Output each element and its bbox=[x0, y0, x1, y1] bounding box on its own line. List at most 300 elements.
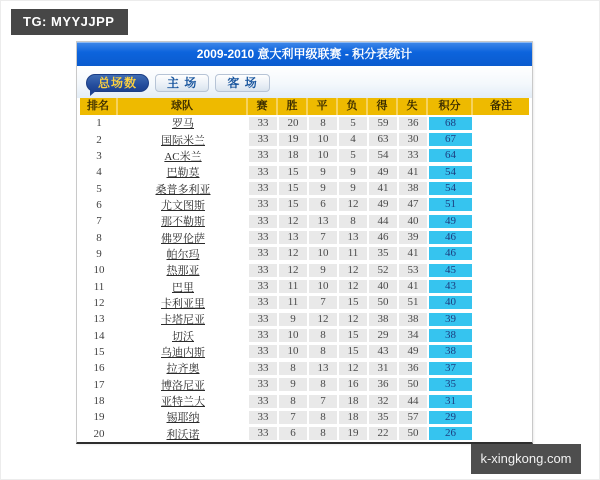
points-cell bbox=[428, 362, 473, 375]
played-cell bbox=[248, 313, 278, 326]
played-value: 33 bbox=[249, 133, 277, 146]
table-row bbox=[80, 180, 529, 196]
lost-cell bbox=[338, 166, 368, 179]
table-row bbox=[80, 344, 529, 360]
won-cell bbox=[278, 280, 308, 293]
goals-against-cell bbox=[398, 149, 428, 162]
goals-for-value: 40 bbox=[369, 280, 397, 293]
drawn-cell bbox=[308, 149, 338, 162]
drawn-value: 12 bbox=[309, 313, 337, 326]
drawn-value: 10 bbox=[309, 133, 337, 146]
points-value: 54 bbox=[429, 166, 472, 179]
lost-cell bbox=[338, 280, 368, 293]
played-cell bbox=[248, 411, 278, 424]
won-value: 20 bbox=[279, 117, 307, 130]
lost-value: 15 bbox=[339, 296, 367, 309]
lost-value: 13 bbox=[339, 231, 367, 244]
rank-cell: 5 bbox=[96, 182, 102, 195]
played-cell bbox=[248, 247, 278, 260]
drawn-cell bbox=[308, 395, 338, 408]
played-cell bbox=[248, 362, 278, 375]
lost-cell bbox=[338, 117, 368, 130]
goals-against-value: 41 bbox=[399, 247, 427, 260]
played-value: 33 bbox=[249, 411, 277, 424]
won-value: 8 bbox=[279, 362, 307, 375]
table-row bbox=[80, 197, 529, 213]
rank-cell: 15 bbox=[93, 345, 105, 358]
goals-for-cell bbox=[368, 345, 398, 358]
drawn-value: 7 bbox=[309, 296, 337, 309]
points-cell bbox=[428, 329, 473, 342]
lost-value: 8 bbox=[339, 215, 367, 228]
goals-against-value: 38 bbox=[399, 182, 427, 195]
drawn-cell bbox=[308, 411, 338, 424]
won-value: 9 bbox=[279, 313, 307, 326]
goals-against-value: 47 bbox=[399, 198, 427, 211]
drawn-value: 9 bbox=[309, 182, 337, 195]
lost-cell bbox=[338, 149, 368, 162]
won-value: 12 bbox=[279, 215, 307, 228]
goals-for-value: 44 bbox=[369, 215, 397, 228]
played-cell bbox=[248, 117, 278, 130]
points-value: 31 bbox=[429, 395, 472, 408]
points-value: 35 bbox=[429, 378, 472, 391]
goals-for-cell bbox=[368, 395, 398, 408]
drawn-cell bbox=[308, 166, 338, 179]
team-cell bbox=[118, 279, 248, 295]
lost-value: 5 bbox=[339, 117, 367, 130]
played-value: 33 bbox=[249, 378, 277, 391]
points-cell bbox=[428, 149, 473, 162]
team-link[interactable]: 锡耶纳 bbox=[166, 412, 200, 425]
drawn-value: 9 bbox=[309, 166, 337, 179]
points-value: 43 bbox=[429, 280, 472, 293]
column-header-points: 积分 bbox=[428, 98, 473, 115]
goals-against-cell bbox=[398, 280, 428, 293]
drawn-cell bbox=[308, 198, 338, 211]
won-cell bbox=[278, 215, 308, 228]
points-cell bbox=[428, 395, 473, 408]
drawn-cell bbox=[308, 296, 338, 309]
played-cell bbox=[248, 215, 278, 228]
goals-for-value: 49 bbox=[369, 166, 397, 179]
rank-cell: 19 bbox=[93, 411, 105, 424]
lost-value: 12 bbox=[339, 280, 367, 293]
played-value: 33 bbox=[249, 427, 277, 440]
team-cell bbox=[118, 295, 248, 311]
played-value: 33 bbox=[249, 198, 277, 211]
table-row bbox=[80, 229, 529, 245]
played-cell bbox=[248, 395, 278, 408]
goals-against-cell bbox=[398, 264, 428, 277]
lost-cell bbox=[338, 395, 368, 408]
points-cell bbox=[428, 215, 473, 228]
team-link[interactable]: 博洛尼亚 bbox=[161, 379, 205, 392]
goals-for-value: 38 bbox=[369, 313, 397, 326]
drawn-cell bbox=[308, 117, 338, 130]
goals-against-value: 39 bbox=[399, 231, 427, 244]
goals-for-value: 35 bbox=[369, 411, 397, 424]
rank-cell: 4 bbox=[96, 166, 102, 179]
played-cell bbox=[248, 198, 278, 211]
team-link[interactable]: 拉齐奥 bbox=[166, 363, 200, 376]
points-cell bbox=[428, 182, 473, 195]
goals-against-value: 50 bbox=[399, 378, 427, 391]
goals-for-cell bbox=[368, 231, 398, 244]
rank-cell: 1 bbox=[96, 117, 102, 130]
played-cell bbox=[248, 427, 278, 440]
team-link[interactable]: 尤文图斯 bbox=[161, 199, 205, 212]
points-value: 38 bbox=[429, 345, 472, 358]
played-value: 33 bbox=[249, 247, 277, 260]
tab-total[interactable]: 总场数 bbox=[86, 74, 149, 92]
lost-cell bbox=[338, 133, 368, 146]
goals-against-value: 50 bbox=[399, 427, 427, 440]
played-cell bbox=[248, 264, 278, 277]
team-link[interactable]: 巴里 bbox=[172, 281, 194, 294]
lost-value: 15 bbox=[339, 345, 367, 358]
drawn-value: 10 bbox=[309, 247, 337, 260]
table-row bbox=[80, 246, 529, 262]
won-value: 10 bbox=[279, 345, 307, 358]
goals-against-value: 53 bbox=[399, 264, 427, 277]
points-value: 38 bbox=[429, 329, 472, 342]
tab-strip bbox=[77, 66, 532, 98]
goals-against-value: 57 bbox=[399, 411, 427, 424]
team-link[interactable]: 罗马 bbox=[172, 118, 194, 131]
goals-against-value: 36 bbox=[399, 117, 427, 130]
goals-for-cell bbox=[368, 296, 398, 309]
played-value: 33 bbox=[249, 313, 277, 326]
won-cell bbox=[278, 395, 308, 408]
points-cell bbox=[428, 247, 473, 260]
table-row bbox=[80, 148, 529, 164]
team-cell bbox=[118, 393, 248, 409]
lost-cell bbox=[338, 264, 368, 277]
points-cell bbox=[428, 427, 473, 440]
goals-for-cell bbox=[368, 117, 398, 130]
goals-against-value: 51 bbox=[399, 296, 427, 309]
played-value: 33 bbox=[249, 117, 277, 130]
drawn-value: 10 bbox=[309, 280, 337, 293]
rank-cell: 6 bbox=[96, 198, 102, 211]
played-value: 33 bbox=[249, 280, 277, 293]
goals-for-cell bbox=[368, 427, 398, 440]
played-value: 33 bbox=[249, 215, 277, 228]
drawn-value: 9 bbox=[309, 264, 337, 277]
drawn-value: 13 bbox=[309, 362, 337, 375]
points-value: 49 bbox=[429, 215, 472, 228]
column-header-lost: 负 bbox=[338, 98, 368, 115]
lost-cell bbox=[338, 378, 368, 391]
lost-cell bbox=[338, 231, 368, 244]
team-link[interactable]: 卡塔尼亚 bbox=[161, 314, 205, 327]
team-cell bbox=[118, 311, 248, 327]
goals-for-cell bbox=[368, 264, 398, 277]
goals-against-cell bbox=[398, 247, 428, 260]
team-link[interactable]: 帕尔玛 bbox=[166, 248, 200, 261]
goals-against-cell bbox=[398, 231, 428, 244]
goals-against-cell bbox=[398, 345, 428, 358]
column-header-drawn: 平 bbox=[308, 98, 338, 115]
table-row bbox=[80, 377, 529, 393]
goals-for-cell bbox=[368, 313, 398, 326]
tab-away[interactable]: 客 场 bbox=[215, 74, 269, 92]
goals-for-value: 32 bbox=[369, 395, 397, 408]
goals-for-cell bbox=[368, 133, 398, 146]
goals-against-value: 30 bbox=[399, 133, 427, 146]
goals-against-cell bbox=[398, 411, 428, 424]
team-link[interactable]: 切沃 bbox=[172, 330, 194, 343]
lost-cell bbox=[338, 296, 368, 309]
won-value: 13 bbox=[279, 231, 307, 244]
team-link[interactable]: 亚特兰大 bbox=[161, 396, 205, 409]
team-link[interactable]: 利沃诺 bbox=[166, 428, 200, 441]
points-value: 46 bbox=[429, 231, 472, 244]
drawn-cell bbox=[308, 329, 338, 342]
won-cell bbox=[278, 166, 308, 179]
team-link[interactable]: 热那亚 bbox=[166, 265, 200, 278]
points-value: 26 bbox=[429, 427, 472, 440]
played-value: 33 bbox=[249, 296, 277, 309]
goals-for-cell bbox=[368, 247, 398, 260]
rank-cell: 17 bbox=[93, 378, 105, 391]
points-cell bbox=[428, 345, 473, 358]
drawn-value: 8 bbox=[309, 411, 337, 424]
lost-value: 16 bbox=[339, 378, 367, 391]
team-cell bbox=[118, 328, 248, 344]
table-row bbox=[80, 213, 529, 229]
lost-value: 5 bbox=[339, 149, 367, 162]
team-link[interactable]: 国际米兰 bbox=[161, 134, 205, 147]
team-link[interactable]: 卡利亚里 bbox=[161, 297, 205, 310]
goals-against-cell bbox=[398, 198, 428, 211]
lost-value: 12 bbox=[339, 362, 367, 375]
played-cell bbox=[248, 378, 278, 391]
lost-value: 12 bbox=[339, 264, 367, 277]
played-value: 33 bbox=[249, 182, 277, 195]
team-link[interactable]: 桑普多利亚 bbox=[155, 183, 211, 196]
team-cell bbox=[118, 148, 248, 164]
lost-cell bbox=[338, 247, 368, 260]
goals-for-value: 46 bbox=[369, 231, 397, 244]
won-cell bbox=[278, 362, 308, 375]
column-header-rank: 排名 bbox=[80, 98, 118, 115]
won-cell bbox=[278, 427, 308, 440]
played-cell bbox=[248, 231, 278, 244]
rank-cell: 11 bbox=[93, 280, 105, 293]
goals-for-cell bbox=[368, 149, 398, 162]
lost-cell bbox=[338, 411, 368, 424]
won-cell bbox=[278, 247, 308, 260]
points-value: 46 bbox=[429, 247, 472, 260]
drawn-cell bbox=[308, 133, 338, 146]
rank-cell: 3 bbox=[96, 149, 102, 162]
team-link[interactable]: 巴勒莫 bbox=[166, 167, 200, 180]
drawn-value: 8 bbox=[309, 117, 337, 130]
goals-against-value: 38 bbox=[399, 313, 427, 326]
watermark: k-xingkong.com bbox=[471, 444, 581, 474]
drawn-cell bbox=[308, 362, 338, 375]
tg-badge: TG: MYYJJPP bbox=[11, 9, 128, 35]
team-cell bbox=[118, 181, 248, 197]
table-row bbox=[80, 311, 529, 327]
goals-for-value: 29 bbox=[369, 329, 397, 342]
played-value: 33 bbox=[249, 345, 277, 358]
table-header-row bbox=[80, 98, 529, 115]
standings-table bbox=[77, 98, 532, 442]
goals-against-cell bbox=[398, 133, 428, 146]
goals-for-value: 59 bbox=[369, 117, 397, 130]
goals-for-value: 35 bbox=[369, 247, 397, 260]
team-cell bbox=[118, 213, 248, 229]
goals-against-value: 33 bbox=[399, 149, 427, 162]
goals-against-cell bbox=[398, 329, 428, 342]
rank-cell: 7 bbox=[96, 215, 102, 228]
points-cell bbox=[428, 117, 473, 130]
drawn-cell bbox=[308, 264, 338, 277]
won-cell bbox=[278, 149, 308, 162]
drawn-value: 7 bbox=[309, 231, 337, 244]
won-value: 11 bbox=[279, 296, 307, 309]
team-cell bbox=[118, 115, 248, 131]
points-cell bbox=[428, 264, 473, 277]
lost-value: 18 bbox=[339, 411, 367, 424]
won-value: 7 bbox=[279, 411, 307, 424]
drawn-value: 7 bbox=[309, 395, 337, 408]
table-row bbox=[80, 327, 529, 343]
rank-cell: 12 bbox=[93, 296, 105, 309]
played-cell bbox=[248, 149, 278, 162]
lost-value: 18 bbox=[339, 395, 367, 408]
team-cell bbox=[118, 132, 248, 148]
drawn-cell bbox=[308, 215, 338, 228]
played-cell bbox=[248, 296, 278, 309]
column-header-goals-for: 得 bbox=[368, 98, 398, 115]
goals-for-value: 31 bbox=[369, 362, 397, 375]
points-cell bbox=[428, 296, 473, 309]
column-header-note: 备注 bbox=[490, 100, 512, 112]
goals-against-value: 34 bbox=[399, 329, 427, 342]
table-row bbox=[80, 360, 529, 376]
goals-against-cell bbox=[398, 427, 428, 440]
points-cell bbox=[428, 313, 473, 326]
team-link[interactable]: 乌迪内斯 bbox=[161, 346, 205, 359]
won-value: 8 bbox=[279, 395, 307, 408]
rank-cell: 8 bbox=[96, 231, 102, 244]
drawn-cell bbox=[308, 313, 338, 326]
goals-for-value: 50 bbox=[369, 296, 397, 309]
lost-cell bbox=[338, 345, 368, 358]
goals-for-cell bbox=[368, 215, 398, 228]
column-header-team: 球队 bbox=[118, 98, 248, 115]
team-link[interactable]: 佛罗伦萨 bbox=[161, 232, 205, 245]
played-value: 33 bbox=[249, 264, 277, 277]
goals-for-value: 63 bbox=[369, 133, 397, 146]
drawn-cell bbox=[308, 345, 338, 358]
won-value: 12 bbox=[279, 264, 307, 277]
table-row bbox=[80, 115, 529, 131]
rank-cell: 10 bbox=[93, 264, 105, 277]
goals-against-cell bbox=[398, 296, 428, 309]
won-value: 12 bbox=[279, 247, 307, 260]
tab-home[interactable]: 主 场 bbox=[155, 74, 209, 92]
rank-cell: 2 bbox=[96, 133, 102, 146]
team-cell bbox=[118, 164, 248, 180]
won-value: 15 bbox=[279, 198, 307, 211]
drawn-value: 6 bbox=[309, 198, 337, 211]
team-cell bbox=[118, 426, 248, 442]
won-value: 6 bbox=[279, 427, 307, 440]
drawn-value: 8 bbox=[309, 378, 337, 391]
drawn-cell bbox=[308, 182, 338, 195]
lost-value: 12 bbox=[339, 313, 367, 326]
won-value: 15 bbox=[279, 166, 307, 179]
team-link[interactable]: 那不勒斯 bbox=[161, 216, 205, 229]
points-value: 29 bbox=[429, 411, 472, 424]
goals-for-value: 52 bbox=[369, 264, 397, 277]
lost-value: 11 bbox=[339, 247, 367, 260]
rank-cell: 18 bbox=[93, 395, 105, 408]
goals-for-cell bbox=[368, 166, 398, 179]
points-value: 51 bbox=[429, 198, 472, 211]
table-row bbox=[80, 262, 529, 278]
points-cell bbox=[428, 166, 473, 179]
drawn-value: 8 bbox=[309, 427, 337, 440]
goals-against-value: 40 bbox=[399, 215, 427, 228]
drawn-cell bbox=[308, 427, 338, 440]
lost-cell bbox=[338, 329, 368, 342]
team-cell bbox=[118, 344, 248, 360]
played-cell bbox=[248, 329, 278, 342]
team-link[interactable]: AC米兰 bbox=[164, 150, 202, 163]
lost-value: 9 bbox=[339, 182, 367, 195]
goals-for-cell bbox=[368, 362, 398, 375]
played-cell bbox=[248, 345, 278, 358]
played-value: 33 bbox=[249, 329, 277, 342]
table-row bbox=[80, 164, 529, 180]
goals-against-cell bbox=[398, 395, 428, 408]
lost-value: 15 bbox=[339, 329, 367, 342]
goals-for-cell bbox=[368, 182, 398, 195]
goals-for-value: 43 bbox=[369, 345, 397, 358]
lost-value: 12 bbox=[339, 198, 367, 211]
points-cell bbox=[428, 133, 473, 146]
played-value: 33 bbox=[249, 166, 277, 179]
drawn-cell bbox=[308, 378, 338, 391]
rank-cell: 20 bbox=[93, 427, 105, 440]
won-value: 19 bbox=[279, 133, 307, 146]
rank-cell: 16 bbox=[93, 362, 105, 375]
won-cell bbox=[278, 182, 308, 195]
lost-cell bbox=[338, 182, 368, 195]
goals-against-cell bbox=[398, 378, 428, 391]
lost-cell bbox=[338, 313, 368, 326]
table-body bbox=[80, 115, 529, 442]
table-row bbox=[80, 409, 529, 425]
played-value: 33 bbox=[249, 395, 277, 408]
goals-against-value: 41 bbox=[399, 166, 427, 179]
won-value: 9 bbox=[279, 378, 307, 391]
goals-for-value: 36 bbox=[369, 378, 397, 391]
lost-cell bbox=[338, 427, 368, 440]
goals-against-cell bbox=[398, 362, 428, 375]
drawn-value: 13 bbox=[309, 215, 337, 228]
column-header-won: 胜 bbox=[278, 98, 308, 115]
lost-value: 9 bbox=[339, 166, 367, 179]
points-cell bbox=[428, 280, 473, 293]
goals-against-cell bbox=[398, 215, 428, 228]
